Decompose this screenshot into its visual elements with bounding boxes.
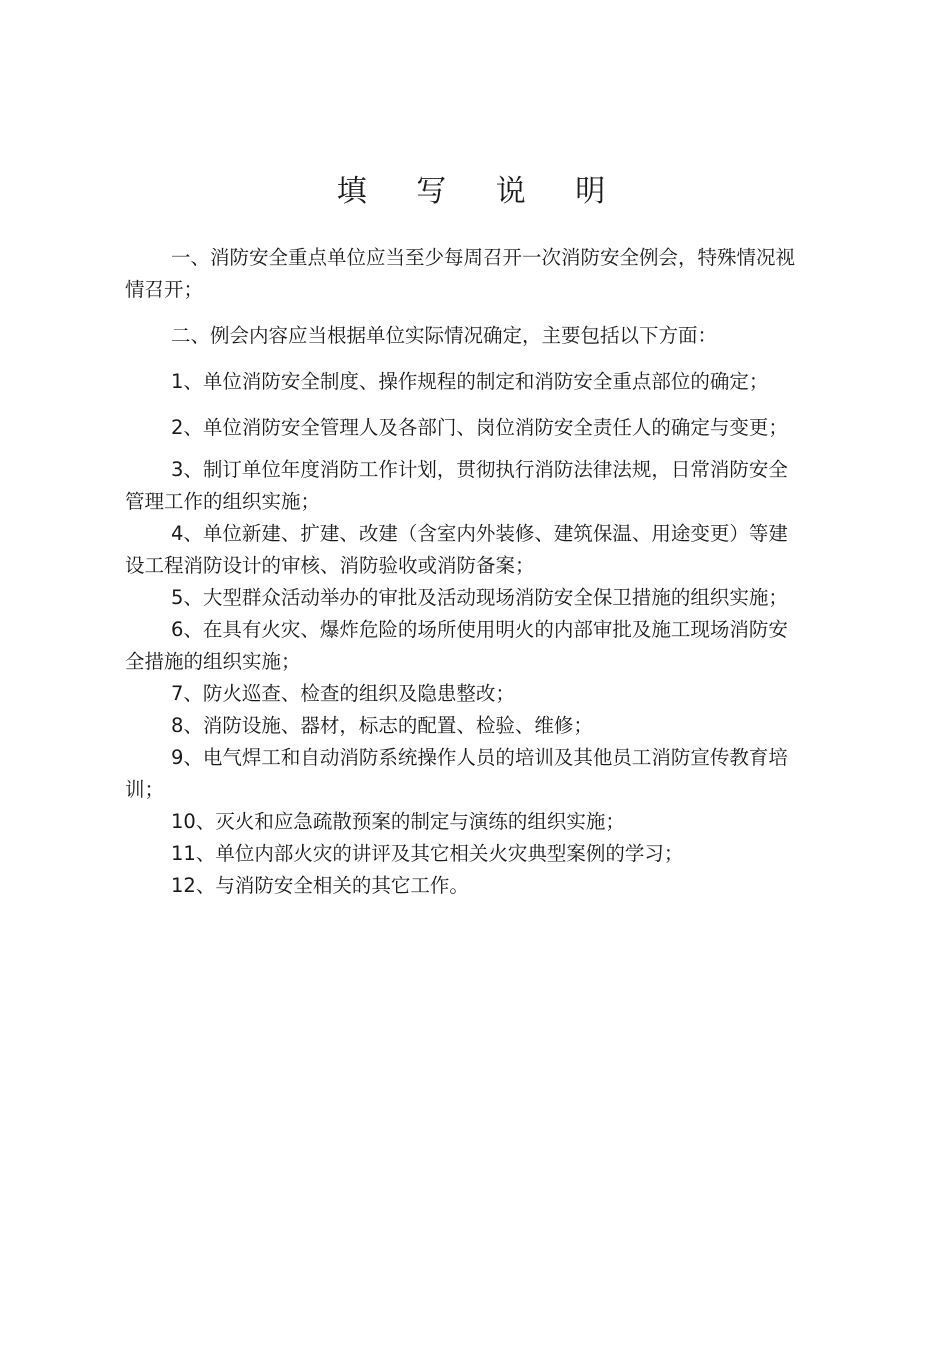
list-item-3: 3、制订单位年度消防工作计划，贯彻执行消防法律法规，日常消防安全管理工作的组织实施； bbox=[125, 458, 788, 513]
list-item-12: 12、与消防安全相关的其它工作。 bbox=[171, 874, 469, 897]
paragraph-2: 二、例会内容应当根据单位实际情况确定，主要包括以下方面： bbox=[171, 324, 718, 347]
list-item-8: 8、消防设施、器材，标志的配置、检验、维修； bbox=[171, 714, 593, 737]
list-item-4: 4、单位新建、扩建、改建（含室内外装修、建筑保温、用途变更）等建设工程消防设计的审核、消防验收或消防备案； bbox=[125, 522, 788, 577]
list-item-6: 6、在具有火灾、爆炸危险的场所使用明火的内部审批及施工现场消防安全措施的组织实施； bbox=[125, 618, 788, 673]
list-item-1: 1、单位消防安全制度、操作规程的制定和消防安全重点部位的确定； bbox=[171, 370, 769, 393]
page-title: 填 写 说 明 bbox=[336, 174, 626, 209]
list-item-11: 11、单位内部火灾的讲评及其它相关火灾典型案例的学习； bbox=[171, 842, 684, 865]
list-item-5: 5、大型群众活动举办的审批及活动现场消防安全保卫措施的组织实施； bbox=[171, 586, 788, 609]
paragraph-1: 一、消防安全重点单位应当至少每周召开一次消防安全例会，特殊情况视情召开； bbox=[125, 246, 796, 301]
list-item-2: 2、单位消防安全管理人及各部门、岗位消防安全责任人的确定与变更； bbox=[171, 416, 788, 439]
list-item-10: 10、灭火和应急疏散预案的制定与演练的组织实施； bbox=[171, 810, 625, 833]
instructions-body bbox=[125, 242, 805, 902]
list-item-9: 9、电气焊工和自动消防系统操作人员的培训及其他员工消防宣传教育培训； bbox=[125, 746, 788, 801]
list-item-7: 7、防火巡查、检查的组织及隐患整改； bbox=[171, 682, 515, 705]
